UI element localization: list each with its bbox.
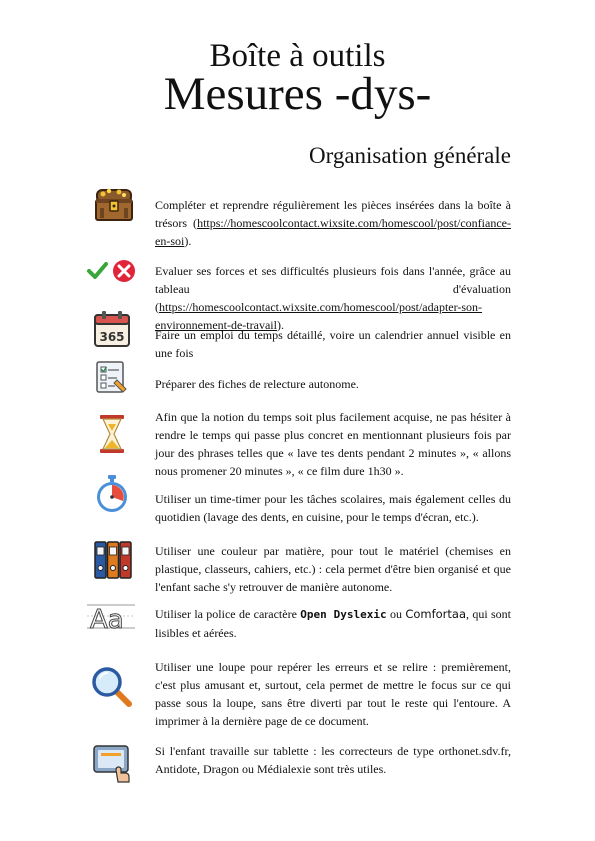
item-text: Utiliser une couleur par matière, pour tout le matériel (chemises en plastique, classeurs, cahiers, etc.) : cela permet d'être bien organisé et que l'enfant sache s'y retrouver de manière autonome. — [155, 544, 511, 594]
title-line-1: Boîte à outils — [209, 38, 386, 74]
item-text: Afin que la notion du temps soit plus facilement acquise, ne pas hésiter à rendre le temps qui passe plus concret en mentionnant plusieurs fois par jour des phrases telles que « lave tes dents pendant 2 minutes », « allons nous promener 20 minutes », « ce film dure 1h30 ». — [155, 410, 511, 478]
stopwatch-icon — [94, 474, 130, 514]
font-name-comfortaa: Comfortaa — [405, 607, 466, 621]
treasure-link[interactable]: https://homescoolcontact.wixsite.com/homescool/post/confiance-en-soi — [155, 216, 511, 248]
item-text: Préparer des fiches de relecture autonome. — [155, 377, 359, 391]
font-name-open-dyslexic: Open Dyslexic — [300, 608, 387, 621]
item-text: Utiliser une loupe pour repérer les erreurs et se relire : premièrement, c'est plus amusant et, surtout, cela permet de mettre le focus sur ce qui passe sous la loupe, sans être diverti par tout le reste qui l'entoure. A imprimer à la dernière page de ce document. — [155, 660, 511, 728]
title-line-2: Mesures -dys- — [163, 68, 432, 120]
font-letters-icon — [86, 602, 136, 632]
treasure-chest-icon — [93, 182, 135, 224]
tablet-icon — [92, 742, 134, 784]
magnifying-glass-icon — [91, 666, 133, 708]
binders-icon — [93, 540, 133, 580]
calendar-icon — [93, 310, 131, 348]
evaluation-link[interactable]: https://homescoolcontact.wixsite.com/homescool/post/adapter-son-environnement-de-travail — [155, 300, 483, 332]
item-text: Faire un emploi du temps détaillé, voire un calendrier annuel visible en une fois — [155, 328, 511, 360]
item-text: Evaluer ses forces et ses difficultés plusieurs fois dans l'année, grâce au tableau d'évaluation (https://homescoolcontact.wixsite.com/homescool/post/adapter-son-environnement-de-travail). — [155, 264, 511, 332]
checklist-icon — [95, 360, 129, 394]
item-text: Utiliser la police de caractère Open Dyslexic ou Comfortaa, qui sont lisibles et aérées. — [155, 607, 511, 640]
svg-text:365: 365 — [99, 330, 125, 344]
check-cross-icon — [85, 258, 137, 284]
hourglass-icon — [99, 414, 125, 454]
item-text: Compléter et reprendre régulièrement les pièces insérées dans la boîte à trésors (https://homescoolcontact.wixsite.com/homescool/post/confiance-en-soi). — [155, 198, 511, 248]
section-title: Organisation générale — [308, 143, 511, 168]
svg-text:Aa: Aa — [90, 605, 124, 632]
item-text: Si l'enfant travaille sur tablette : les correcteurs de type orthonet.sdv.fr, Antidote, Dragon ou Médialexie sont très utiles. — [155, 744, 511, 776]
item-text: Utiliser un time-timer pour les tâches scolaires, mais également celles du quotidien (lavage des dents, en cuisine, pour le temps d'écran, etc.). — [155, 492, 511, 524]
